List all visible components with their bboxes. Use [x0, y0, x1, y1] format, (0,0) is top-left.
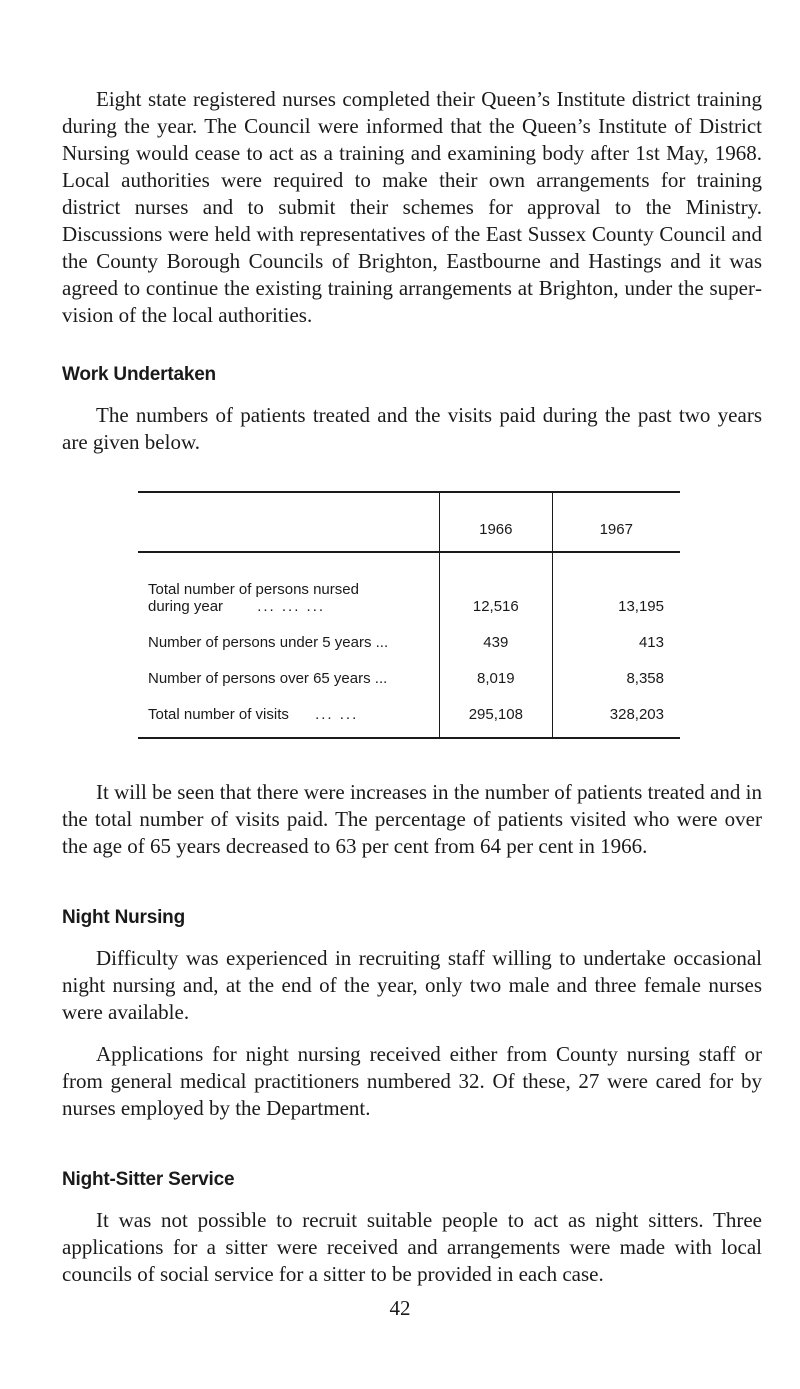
cell-1967: 328,203 — [552, 687, 680, 737]
row-label — [138, 687, 440, 737]
table-header-1966: 1966 — [440, 493, 552, 552]
row-label-line2: during year — [148, 598, 224, 615]
night-nursing-paragraph-1: Difficulty was experienced in recruiting staff willing to undertake occasional night nursing and, at the end of the year, only two male and three female nurses were available. — [62, 946, 762, 1024]
cell-1966: 439 — [440, 615, 552, 651]
document-page — [62, 86, 762, 1288]
night-sitter-paragraph: It was not possible to recruit suitable people to act as night sitters. Three applications for a sitter were received and arrangements were made with local councils of social service for a sitter to be provided in each case. — [62, 1208, 762, 1286]
night-nursing-paragraph-2: Applications for night nursing received either from County nursing staff or from general medical practitioners numbered 32. Of these, 27 were cared for by nurses employed by the Department. — [62, 1042, 762, 1120]
work-intro-paragraph: The numbers of patients treated and the visits paid during the past two years are given below. — [62, 403, 762, 454]
cell-1966: 8,019 — [440, 651, 552, 687]
table-row — [138, 651, 680, 687]
row-leader: ... ... — [315, 706, 359, 723]
work-summary-paragraph: It will be seen that there were increases in the number of patients treated and in the total number of visits paid. The percentage of patients visited who were over the age of 65 years decreased to 63 per cent from 64 per cent in 1966. — [62, 780, 762, 858]
cell-1967: 413 — [552, 615, 680, 651]
table-row — [138, 615, 680, 651]
intro-paragraph: Eight state registered nurses completed their Queen’s Institute district training during the year. The Council were informed that the Queen’s Institute of District Nursing would cease to act as a training and examining body after 1st May, 1968. Local authorities were required to make their own arrangements for training district nurses and to submit their schemes for approval to the Ministry. Discussions were held with representatives of the East Sussex County Council and the County Borough Councils of Brighton, Eastbourne and Hastings and it was agreed to continue the existing training arrangements at Brighton, under the supervision of the local authorities. — [62, 87, 762, 327]
cell-1966: 295,108 — [440, 687, 552, 737]
page-number: 42 — [389, 1296, 411, 1320]
row-leader: ... ... ... — [257, 598, 326, 615]
cell-1966: 12,516 — [440, 552, 552, 615]
table-row — [138, 552, 680, 615]
row-label-line1: Total number of persons nursed — [148, 581, 359, 598]
row-label: Number of persons over 65 years ... — [148, 670, 388, 687]
table-row — [138, 687, 680, 737]
row-label — [138, 552, 440, 615]
row-label-text: Total number of visits — [148, 706, 289, 723]
cell-1967: 13,195 — [552, 552, 680, 615]
statistics-table — [138, 491, 680, 739]
table-header-1967: 1967 — [552, 493, 680, 552]
heading-work-undertaken: Work Undertaken — [62, 364, 216, 385]
heading-night-nursing: Night Nursing — [62, 907, 185, 928]
row-label: Number of persons under 5 years ... — [148, 634, 389, 651]
table-header-blank — [138, 493, 440, 552]
heading-night-sitter-service: Night-Sitter Service — [62, 1169, 235, 1190]
cell-1967: 8,358 — [552, 651, 680, 687]
